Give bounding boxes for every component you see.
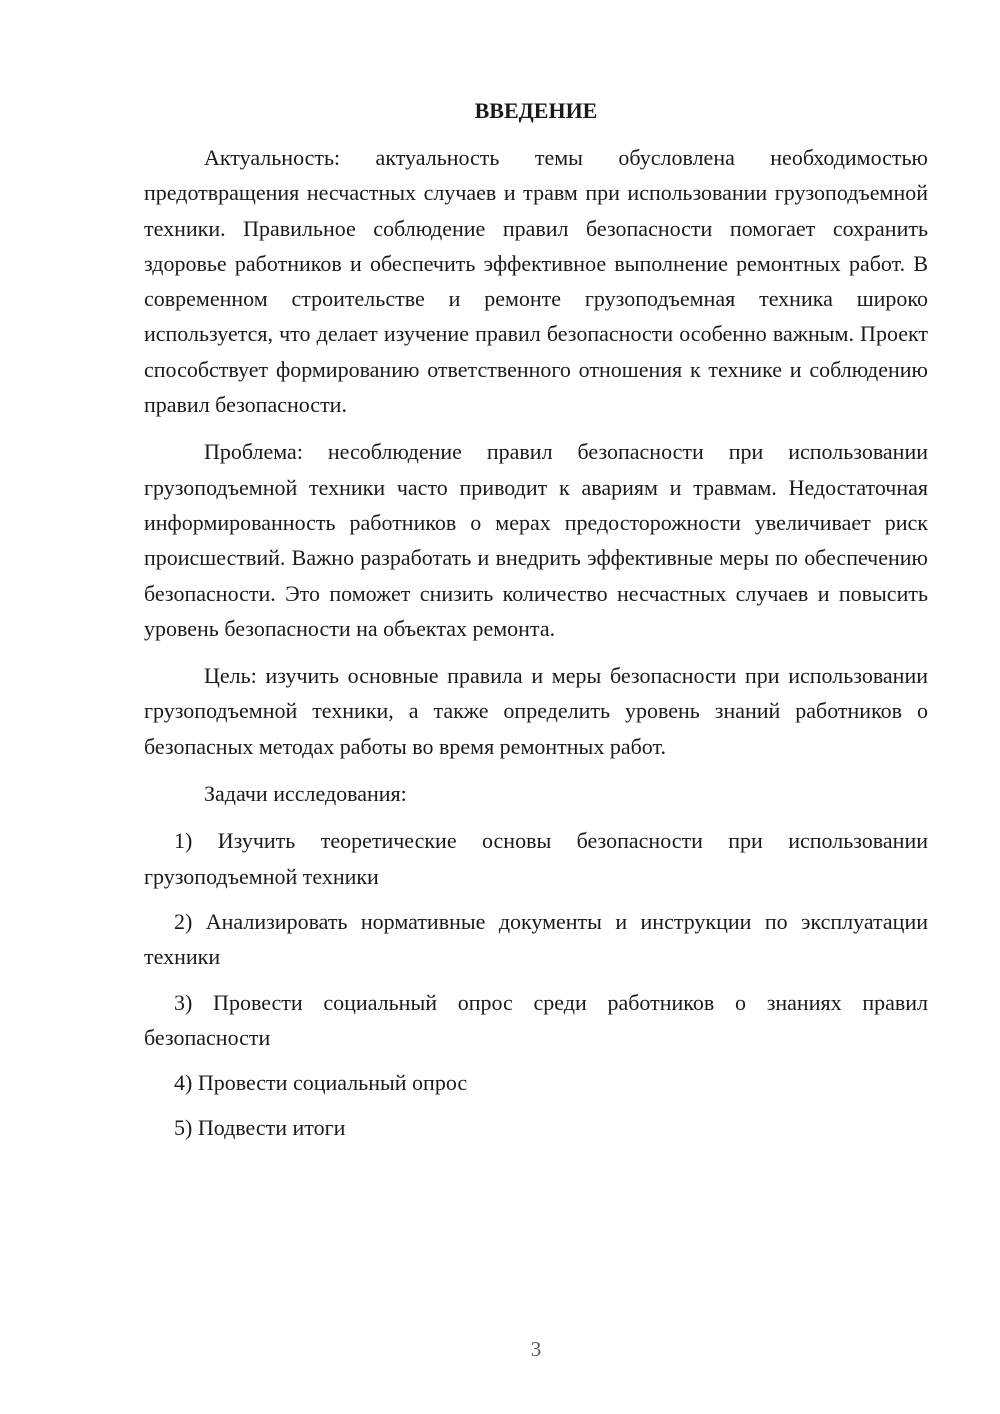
- page-content: [144, 93, 928, 1156]
- page-title: ВВЕДЕНИЕ: [474, 98, 598, 123]
- paragraph-goal: Цель: изучить основные правила и меры безопасности при использовании грузоподъемной техники, а также определить уровень знаний работников о безопасных методах работы во время ремонтных работ.: [144, 663, 928, 759]
- paragraph-problem: Проблема: несоблюдение правил безопасности при использовании грузоподъемной техники часто приводит к авариям и травмам. Недостаточная информированность работников о мерах предосторожности увеличивает риск происшествий. Важно разработать и внедрить эффективные меры по обеспечению безопасности. Это поможет снизить количество несчастных случаев и повысить уровень безопасности на объектах ремонта.: [144, 439, 928, 641]
- page-number: 3: [530, 1337, 542, 1361]
- list-item-task-5: 5) Подвести итоги: [174, 1115, 346, 1141]
- list-item-task-1: 1) Изучить теоретические основы безопасности при использовании грузоподъемной техники: [144, 828, 928, 889]
- list-item-task-2: 2) Анализировать нормативные документы и инструкции по эксплуатации техники: [144, 908, 928, 970]
- list-item-task-4: 4) Провести социальный опрос: [174, 1070, 468, 1096]
- paragraph-tasks-heading: Задачи исследования:: [204, 781, 407, 807]
- list-item-task-3: 3) Провести социальный опрос среди работников о знаниях правил безопасности: [144, 989, 928, 1050]
- paragraph-relevance: Актуальность: актуальность темы обусловлена необходимостью предотвращения несчастных случаев и травм при использовании грузоподъемной техники. Правильное соблюдение правил безопасности помогает сохранить здоровье работников и обеспечить эффективное выполнение ремонтных работ. В современном строительстве и ремонте грузоподъемная техника широко используется, что делает изучение правил безопасности особенно важным. Проект способствует формированию ответственного отношения к технике и соблюдению правил безопасности.: [144, 145, 928, 418]
